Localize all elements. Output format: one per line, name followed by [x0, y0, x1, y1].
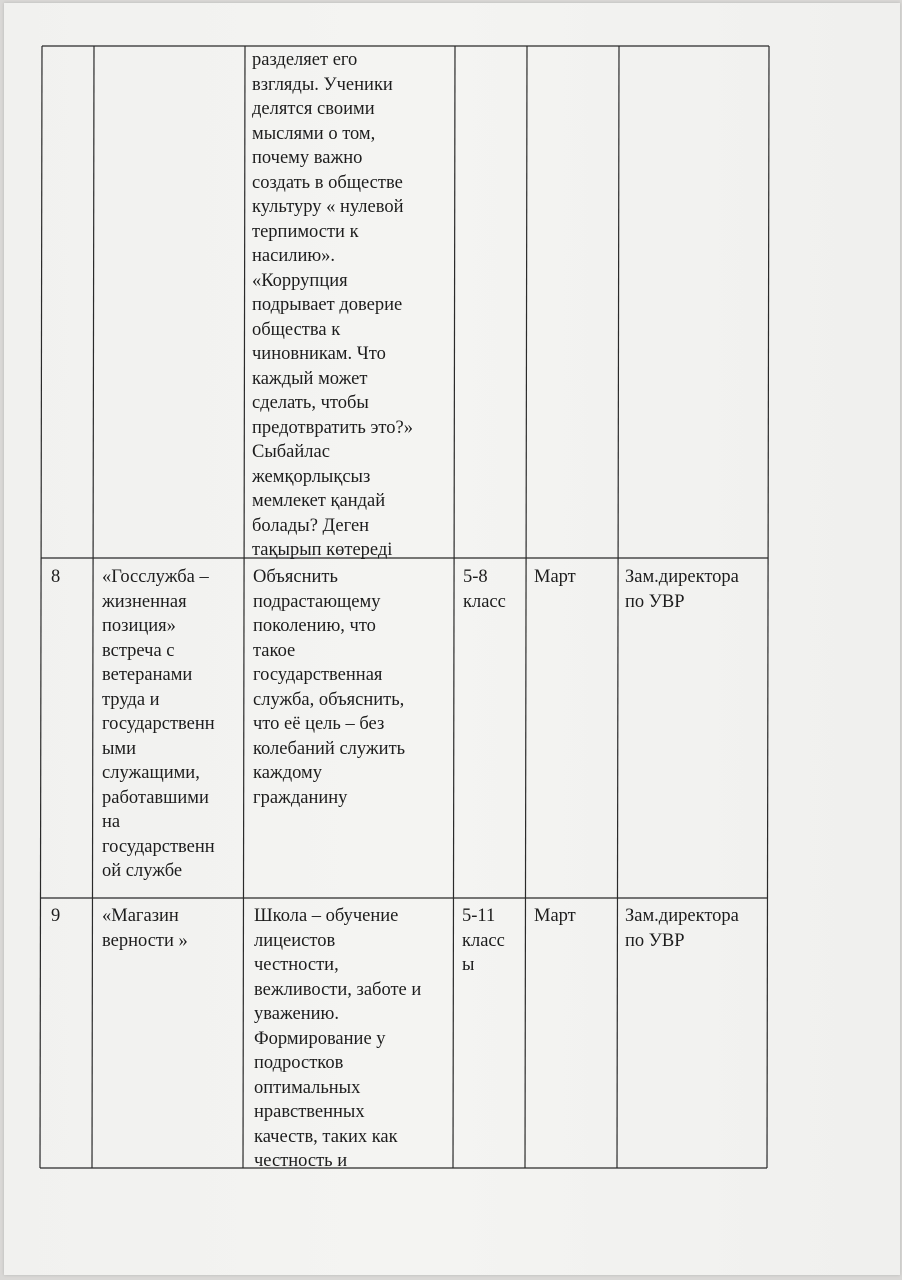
row3-class-cell: 5-11 класс ы — [462, 906, 505, 975]
row2-goal-cell: Объяснить подрастающему поколению, что такое государственная служба, объяснить, что её цель – без колебаний служить каждому гражданину — [253, 567, 406, 808]
row1-goal-cell: разделяет его взгляды. Ученики делятся своими мыслями о том, почему важно создать в обществе культуру « нулевой терпимости к насилию». «Коррупция подрывает доверие общества к чиновникам. Что каждый может сделать, чтобы предотвратить это?» Сыбайлас жемқорлықсыз мемлекет қандай болады? Деген тақырып көтереді — [252, 50, 413, 560]
row3-responsible-cell: Зам.директора по УВР — [625, 906, 739, 951]
row2-event-cell: «Госслужба – жизненная позиция» встреча с ветеранами труда и государственн ыми служащими, работавшими на государственн ой службе — [102, 567, 215, 881]
row3-number: 9 — [51, 906, 61, 926]
row2-class-cell: 5-8 класс — [463, 567, 506, 612]
row3-month-cell: Март — [534, 906, 576, 926]
row3-event-cell: «Магазин верности » — [102, 906, 188, 951]
row2-month-cell: Март — [534, 567, 576, 587]
row2-responsible-cell: Зам.директора по УВР — [625, 567, 739, 612]
row3-goal-cell: Школа – обучение лицеистов честности, вежливости, заботе и уважению. Формирование у подростков оптимальных нравственных качеств, таких как честность и — [254, 906, 422, 1171]
row2-number: 8 — [51, 567, 61, 587]
